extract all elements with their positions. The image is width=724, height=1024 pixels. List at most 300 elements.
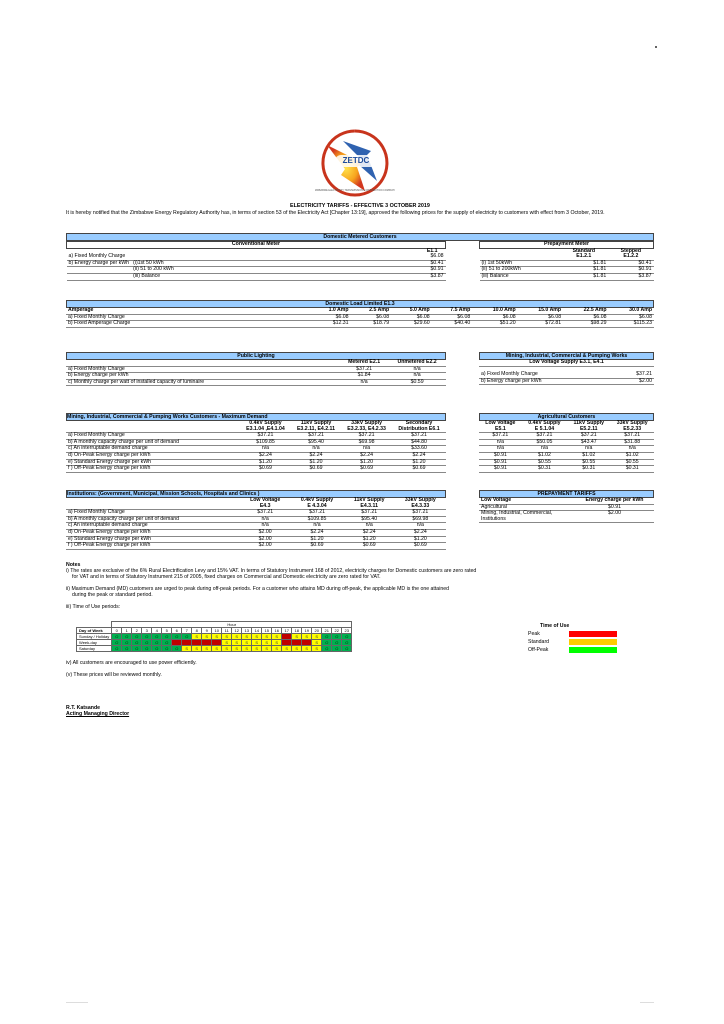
table-cell: $37.21 — [344, 510, 395, 517]
table-cell: $6.08 — [563, 314, 608, 321]
tou-slot: S — [192, 634, 202, 640]
tou-slot: O — [132, 640, 142, 646]
table-cell: Agricultural — [479, 504, 575, 511]
tou-hour-cell: 14 — [252, 628, 262, 634]
prepayment-meter-table — [479, 241, 654, 281]
table-cell: $0.41 — [608, 260, 653, 267]
tou-slot: O — [332, 640, 342, 646]
table-cell: $1.20 — [240, 459, 291, 466]
tou-hour-cell: 4 — [152, 628, 162, 634]
tou-slot: S — [232, 634, 242, 640]
tou-slot: S — [192, 646, 202, 652]
tou-slot: S — [232, 646, 242, 652]
tou-slot: O — [122, 640, 132, 646]
col-header: 11kV Supply — [573, 420, 605, 426]
tou-slot: S — [232, 640, 242, 646]
table-cell: Institutions — [479, 517, 575, 523]
tou-slot: O — [112, 640, 122, 646]
legend-peak-label: Peak — [528, 631, 540, 637]
signatory-name: R.T. Katsande — [66, 705, 101, 711]
table-cell: $2.24 — [290, 529, 343, 536]
tou-slot: S — [252, 634, 262, 640]
table-cell: $37.21 — [395, 510, 446, 517]
table-cell: $0.91 — [479, 452, 522, 459]
table-cell: $0.41 — [346, 260, 446, 267]
tou-hour-cell: 16 — [272, 628, 282, 634]
logo-ring-text: ZIMBABWE ELECTRICITY TRANSMISSION & DISTRIBUTION COMPANY — [314, 189, 396, 192]
tou-hour-cell: 15 — [262, 628, 272, 634]
table-cell: $1.81 — [559, 260, 608, 267]
table-cell: $1.20 — [290, 536, 343, 543]
tou-hour-cell: 9 — [202, 628, 212, 634]
tou-hour-cell: 0 — [112, 628, 122, 634]
table-cell: $0.69 — [344, 543, 395, 550]
col-header: 33kV Supply — [351, 420, 382, 426]
legend-offpeak-swatch — [569, 647, 617, 653]
tou-slot: O — [322, 634, 332, 640]
table-cell: $6.08 — [472, 314, 517, 321]
tou-slot: S — [302, 646, 312, 652]
tou-slot: O — [142, 646, 152, 652]
tou-slot: S — [222, 646, 232, 652]
col-header: Low Voltage — [250, 497, 281, 503]
table-cell: $37.21 — [610, 433, 654, 440]
mining-lv-table — [479, 360, 654, 385]
legend-standard-swatch — [569, 639, 617, 645]
table-cell: n/a — [388, 366, 446, 373]
note-2b: during the peak or standard period. — [72, 592, 153, 598]
table-cell: b) Energy charge per kWh — [66, 373, 340, 380]
table-cell: $2.00 — [607, 510, 621, 517]
table-cell: $1.02 — [567, 452, 610, 459]
col-code: E3.1.04 ,E4.1.04 — [240, 427, 291, 433]
note-2: ii) Maximum Demand (MD) customers are urged to peak during off-peak periods. For a customer who attains MD during off-peak, the applicable MD is the one attained — [66, 586, 449, 592]
table-cell: $6.08 — [391, 314, 432, 321]
institutions-header: Institutions: (Government, Municipal, Mission Schools, Hospitals and Clinics ) — [66, 490, 446, 498]
note-3: iii) Time of Use periods: — [66, 604, 121, 610]
table-cell: n/a — [479, 439, 522, 446]
col-code: E5.2.11 — [567, 427, 610, 433]
tou-slot: S — [222, 640, 232, 646]
table-cell: n/a — [240, 523, 290, 530]
tou-slot: O — [152, 634, 162, 640]
public-lighting-table — [66, 360, 446, 386]
tou-slot: S — [272, 646, 282, 652]
tou-slot: O — [342, 646, 352, 652]
note-1: i) The rates are exclusive of the 6% Rural Electrification Levy and 15% VAT. In terms of Statutory Instrument 168 of 2012, electricity charges for Domestic customers are zero rated — [66, 568, 477, 574]
table-cell: $31.88 — [610, 439, 654, 446]
footer-mark-left — [66, 1002, 88, 1003]
tou-slot: O — [322, 640, 332, 646]
tou-slot: S — [272, 634, 282, 640]
signature-block — [66, 705, 129, 717]
table-cell: c) Monthly charge per watt of installed capacity of luminaire — [66, 379, 340, 386]
tou-slot: O — [162, 646, 172, 652]
domestic-header: Domestic Metered Customers — [66, 233, 654, 241]
load-limited-section — [66, 300, 654, 328]
col-header: 15.0 Amp — [518, 308, 563, 314]
tou-hour-cell: 10 — [212, 628, 222, 634]
zetdc-logo — [305, 125, 405, 200]
col-header: 5.0 Amp — [391, 308, 432, 314]
tou-hour-label: Hour — [112, 622, 352, 628]
table-cell: (i)1st 50 kWh — [131, 260, 346, 267]
col-header: 33kV Supply — [404, 497, 436, 503]
table-cell: $95.40 — [291, 439, 341, 446]
tou-hour-cell: 11 — [222, 628, 232, 634]
table-cell: $115.23 — [609, 321, 654, 328]
table-cell: $2.00 — [240, 529, 290, 536]
agricultural-section — [479, 413, 654, 473]
tou-slot: S — [302, 634, 312, 640]
table-cell: $37.21 — [240, 510, 290, 517]
prepayment-tariffs-table — [479, 498, 654, 523]
col-standard: Standard — [572, 247, 596, 254]
col-header: Energy charge per kWh — [575, 498, 654, 504]
table-cell: $2.24 — [344, 529, 395, 536]
tou-hour-cell: 19 — [302, 628, 312, 634]
table-cell: $0.55 — [567, 459, 610, 466]
col-header: 11kV Supply — [353, 497, 385, 503]
table-cell: $0.69 — [240, 466, 291, 473]
table-cell: n/a — [567, 446, 610, 453]
note-1b: for VAT and in terms of Statutory Instrument 215 of 2005, fixed charges on Commercial and Domestic electricity are zero rated for VAT. — [72, 574, 381, 580]
tou-slot: S — [262, 634, 272, 640]
domestic-section — [66, 233, 654, 289]
tou-hour-cell: 3 — [142, 628, 152, 634]
table-cell: $1.20 — [344, 536, 395, 543]
corner-dot — [655, 46, 657, 48]
col-header: 0.4kV Supply — [528, 420, 561, 426]
table-cell: $3.87 — [608, 273, 653, 280]
tou-slot: S — [212, 646, 222, 652]
tou-hour-cell: 22 — [332, 628, 342, 634]
tou-slot: O — [332, 646, 342, 652]
table-cell: b) Fixed Amperage Charge — [66, 321, 310, 328]
tou-hour-cell: 1 — [122, 628, 132, 634]
table-cell: b) A monthly capacity charge per unit of demand — [66, 516, 240, 523]
tou-slot: O — [182, 634, 192, 640]
table-cell: n/a — [240, 446, 291, 453]
tou-hour-cell: 20 — [312, 628, 322, 634]
table-cell: $2.24 — [395, 529, 446, 536]
footer-mark-right — [640, 1002, 654, 1003]
logo-text: ZETDC — [342, 156, 370, 165]
legend-offpeak-label: Off-Peak — [528, 647, 549, 653]
col-header: 33kV Supply — [616, 420, 648, 426]
tou-slot: O — [142, 640, 152, 646]
table-cell: $72.81 — [518, 321, 563, 328]
table-cell: $1.02 — [522, 452, 567, 459]
col-metered: Metered E2.1 — [340, 360, 388, 366]
tou-slot: S — [312, 640, 322, 646]
table-cell: $2.00 — [613, 378, 654, 385]
col-unmetered: Unmetered E2.2 — [388, 360, 446, 366]
table-cell: $37.21 — [340, 366, 388, 373]
tou-slot: O — [152, 646, 162, 652]
legend-standard-label: Standard — [528, 639, 550, 645]
table-cell: n/a — [290, 523, 343, 530]
tou-hour-cell: 17 — [282, 628, 292, 634]
tou-slot: S — [212, 634, 222, 640]
tou-slot: O — [112, 646, 122, 652]
table-cell: $0.69 — [341, 466, 392, 473]
table-cell: f ) Off-Peak Energy charge per kWh — [66, 466, 240, 473]
table-cell: $1.81 — [559, 267, 608, 274]
table-cell: $0.69 — [291, 466, 341, 473]
table-cell: $69.98 — [395, 516, 446, 523]
prepayment-tariffs-header: PREPAYMENT TARIFFS — [479, 490, 654, 498]
agricultural-header: Agricultural Customers — [479, 413, 654, 421]
tou-slot: S — [252, 640, 262, 646]
note-4: iv) All customers are encouraged to use power efficiently. — [66, 660, 197, 666]
table-cell: a) Fixed Monthly Charge — [66, 510, 240, 517]
table-cell: $12.31 — [310, 321, 351, 328]
table-cell: a) Fixed Monthly Charge — [66, 366, 340, 373]
table-cell: $1.81 — [559, 273, 608, 280]
col-code: E3.2.33, E4.2.33 — [341, 427, 392, 433]
table-cell: Mining, Industrial, Commercial, — [481, 510, 553, 517]
tou-slot: S — [262, 640, 272, 646]
table-cell: $0.31 — [522, 466, 567, 473]
mining-lv-header: Mining, Industrial, Commercial & Pumping Works — [479, 352, 654, 360]
tou-slot: S — [262, 646, 272, 652]
table-cell: n/a — [341, 446, 392, 453]
table-cell: (iii) Balance — [480, 273, 560, 280]
table-cell: $2.00 — [240, 536, 290, 543]
table-cell: $37.21 — [613, 372, 654, 378]
table-cell: n/a — [291, 446, 341, 453]
col-header: 30.0 Amp — [609, 308, 654, 314]
tou-hour-cell: 7 — [182, 628, 192, 634]
table-cell: $95.40 — [344, 516, 395, 523]
col-code: Distribution E6.1 — [392, 427, 446, 433]
tou-day-name: Saturday — [77, 646, 112, 652]
table-cell: $1.20 — [395, 536, 446, 543]
table-cell: $0.91 — [479, 466, 522, 473]
table-cell: (ii) 51 to 200 kWh — [131, 267, 346, 274]
table-cell: n/a — [240, 516, 290, 523]
table-cell: $40.40 — [432, 321, 473, 328]
tou-slot: O — [342, 634, 352, 640]
signatory-title: Acting Managing Director — [66, 711, 130, 718]
col-code: E4.3.11 — [344, 504, 395, 510]
mining-lv-section — [479, 352, 654, 385]
table-cell: $109.85 — [290, 516, 343, 523]
conventional-header: Conventional Meter — [67, 242, 446, 249]
tou-table — [76, 621, 352, 652]
table-cell: b) A monthly capacity charge per unit of demand — [66, 439, 240, 446]
conventional-meter-table — [66, 241, 446, 281]
load-limited-header: Domestic Load Limited E1.3 — [66, 300, 654, 308]
tou-legend-title: Time of Use — [540, 623, 570, 629]
table-cell: c) An interruptable demand charge — [66, 523, 240, 530]
notes-section — [66, 562, 626, 610]
table-cell: $37.21 — [291, 433, 341, 440]
tou-slot: S — [182, 646, 192, 652]
table-cell: $69.98 — [341, 439, 392, 446]
mining-md-table — [66, 421, 446, 473]
tou-slot: S — [222, 634, 232, 640]
table-cell: $51.20 — [472, 321, 517, 328]
col-code: E3.2.11, E4.2.11 — [291, 427, 341, 433]
tou-hour-cell: 12 — [232, 628, 242, 634]
col-code: E 5.1.04 — [522, 427, 567, 433]
table-cell: $6.08 — [609, 314, 654, 321]
mining-lv-subheader: Low Voltage Supply E3.1, E4.1 — [479, 360, 654, 366]
table-cell: b) Energy charge per kWh — [68, 259, 130, 266]
col-stepped: Stepped — [620, 247, 642, 254]
table-cell: (iii) Balance — [131, 273, 346, 280]
tou-slot: S — [242, 640, 252, 646]
tou-slot: O — [162, 634, 172, 640]
intro-text: It is hereby notified that the Zimbabwe Energy Regulatory Authority has, in terms of section 53 of the Electricity Act [Chapter 13:19], approved the following prices for the supply of electricity to customers with effect from 3 October, 2019. — [66, 210, 605, 216]
table-cell: $0.31 — [567, 466, 610, 473]
tou-hour-cell: 6 — [172, 628, 182, 634]
table-cell — [67, 267, 132, 274]
table-cell: $0.91 — [346, 267, 446, 274]
table-cell: $6.08 — [346, 254, 446, 260]
tou-slot: S — [312, 646, 322, 652]
table-cell: $37.21 — [479, 433, 522, 440]
table-cell: f ) Off-Peak Energy charge per kWh — [66, 543, 240, 550]
table-cell: $1.20 — [341, 459, 392, 466]
table-cell: a) Fixed Monthly Charge — [66, 433, 240, 440]
col-code: E5.1 — [479, 427, 522, 433]
tou-slot: O — [122, 634, 132, 640]
col-e121: E1.2.1 — [559, 254, 608, 260]
table-cell: a) Fixed Monthly Charge — [67, 254, 132, 260]
institutions-section — [66, 490, 446, 550]
tou-slot: O — [112, 634, 122, 640]
legend-peak-swatch — [569, 631, 617, 637]
col-header: Secondary — [405, 420, 433, 426]
note-5: (v) These prices will be reviewed monthly. — [66, 672, 162, 678]
tou-slot: S — [202, 646, 212, 652]
col-code: E4.3.33 — [395, 504, 446, 510]
table-cell: $0.91 — [608, 267, 653, 274]
table-cell — [67, 273, 132, 280]
table-cell: $37.21 — [240, 433, 291, 440]
tou-slot: S — [312, 634, 322, 640]
col-code: E4.3 — [240, 504, 290, 510]
tou-slot: S — [282, 646, 292, 652]
tou-slot: S — [242, 646, 252, 652]
col-e122: E1.2.2 — [608, 254, 653, 260]
table-cell: $43.47 — [567, 439, 610, 446]
tou-hour-cell: 23 — [342, 628, 352, 634]
tou-slot: O — [122, 646, 132, 652]
prepayment-tariffs-section — [479, 490, 654, 523]
table-cell: $0.55 — [522, 459, 567, 466]
table-cell: $50.05 — [522, 439, 567, 446]
tou-slot: O — [342, 640, 352, 646]
tou-slot: O — [322, 646, 332, 652]
tou-slot: O — [162, 640, 172, 646]
table-cell: e) Standard Energy charge per kWh — [66, 536, 240, 543]
table-cell: $3.87 — [346, 273, 446, 280]
table-cell: $2.24 — [392, 452, 446, 459]
table-cell: d) On-Peak Energy charge per kWh — [66, 452, 240, 459]
table-cell: $0.69 — [395, 543, 446, 550]
table-cell: $1.20 — [392, 459, 446, 466]
table-cell: $33.60 — [392, 446, 446, 453]
table-cell: n/a — [388, 373, 446, 380]
table-cell: (i) 1st 50kWh — [480, 260, 560, 267]
table-cell: n/a — [340, 379, 388, 386]
tou-hour-cell: 8 — [192, 628, 202, 634]
tou-hour-cell: 5 — [162, 628, 172, 634]
table-cell: $37.21 — [341, 433, 392, 440]
col-header: Low Voltage — [485, 420, 516, 426]
tou-grid — [76, 621, 352, 652]
col-header: 0.4kV Supply — [249, 420, 282, 426]
table-cell: $2.24 — [291, 452, 341, 459]
table-cell: a) Fixed Monthly Charge — [66, 314, 310, 321]
table-cell: $0.55 — [610, 459, 654, 466]
table-cell: $0.91 — [575, 504, 654, 511]
public-lighting-section — [66, 352, 446, 386]
table-cell: c) An interruptable demand charge — [66, 446, 240, 453]
table-cell: n/a — [395, 523, 446, 530]
table-cell: $0.91 — [479, 459, 522, 466]
table-cell: $6.08 — [351, 314, 392, 321]
table-cell: n/a — [344, 523, 395, 530]
tou-slot: O — [172, 646, 182, 652]
table-cell: b) Energy charge per kWh — [479, 378, 613, 385]
table-cell: $6.08 — [310, 314, 351, 321]
table-cell: a) Fixed Monthly Charge — [479, 372, 613, 378]
tou-slot: O — [332, 634, 342, 640]
table-cell: n/a — [479, 446, 522, 453]
table-cell: $6.08 — [518, 314, 563, 321]
table-cell: $1.20 — [291, 459, 341, 466]
tou-slot: S — [272, 640, 282, 646]
tou-slot: S — [242, 634, 252, 640]
col-header: 22.5 Amp — [563, 308, 608, 314]
table-cell: $29.60 — [391, 321, 432, 328]
tou-hour-cell: 2 — [132, 628, 142, 634]
tou-slot: O — [132, 646, 142, 652]
col-header: 7.5 Amp — [432, 308, 473, 314]
table-cell: (ii) 51 to 200kWh — [480, 267, 560, 274]
mining-md-section — [66, 413, 446, 473]
tou-day-label: Day of Week — [77, 628, 112, 634]
page-title: ELECTRICITY TARIFFS - EFFECTIVE 3 OCTOBER 2019 — [290, 203, 430, 209]
mining-md-header: Mining, Industrial, Commercial & Pumping Works Customers - Maximum Demand — [66, 413, 446, 421]
institutions-table — [66, 498, 446, 550]
table-cell: $0.69 — [290, 543, 343, 550]
table-cell: $0.69 — [392, 466, 446, 473]
table-cell: $1.84 — [340, 373, 388, 380]
table-cell: $0.31 — [610, 466, 654, 473]
tou-slot: S — [292, 646, 302, 652]
col-header: Low Voltage — [479, 498, 575, 504]
public-lighting-header: Public Lighting — [66, 352, 446, 360]
table-cell: $37.21 — [392, 433, 446, 440]
table-cell: $44.80 — [392, 439, 446, 446]
table-cell: d) On-Peak Energy charge per kWh — [66, 529, 240, 536]
col-header: 2.5 Amp — [351, 308, 392, 314]
table-cell: n/a — [522, 446, 567, 453]
col-header: 10.0 Amp — [472, 308, 517, 314]
table-cell: $37.21 — [290, 510, 343, 517]
tou-hour-cell: 13 — [242, 628, 252, 634]
table-cell: $2.24 — [240, 452, 291, 459]
table-cell: $37.21 — [522, 433, 567, 440]
col-amperage: Amperage — [66, 308, 310, 314]
tou-legend — [528, 622, 628, 654]
